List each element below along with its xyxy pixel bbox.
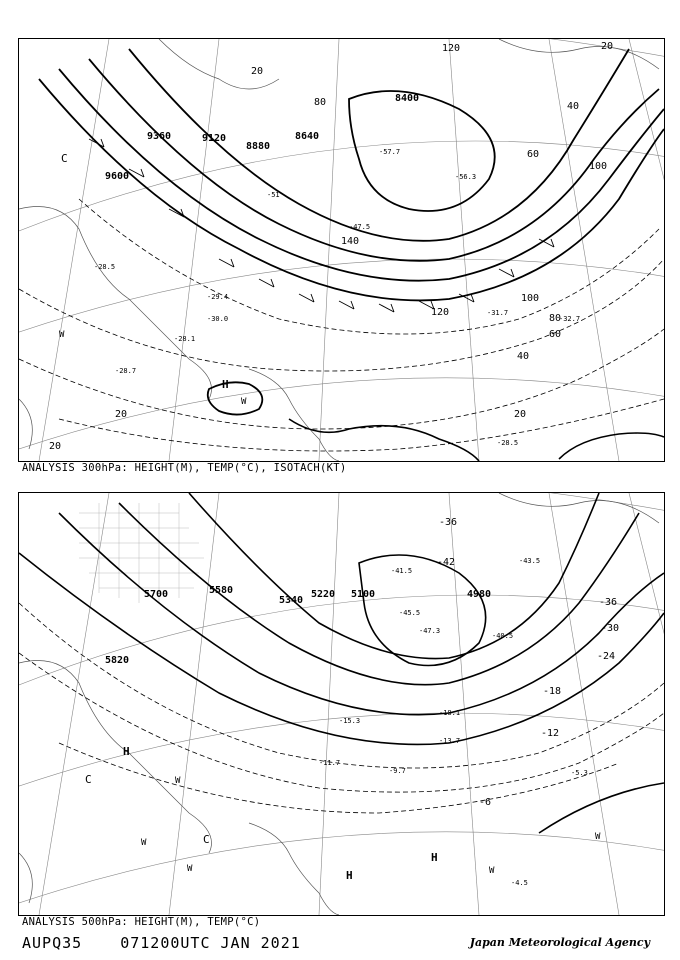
pressure-marks [85,745,601,882]
isotach-label: 40 [517,351,530,362]
high-marker: H [222,378,229,391]
map-panel-500hpa [18,492,665,916]
temp-label: -29.4 [207,293,229,301]
height-label: 9600 [105,171,130,182]
cold-marker: C [203,833,210,846]
temp-label: -43.5 [519,557,541,565]
temp-label: -24 [597,651,616,662]
warm-marker: W [59,330,65,340]
panel-500-caption: ANALYSIS 500hPa: HEIGHT(M), TEMP(°C) [22,916,261,928]
isotach-label: 20 [49,441,62,452]
temp-label: -40.5 [492,632,514,640]
height-label: 5820 [105,655,130,666]
temp-label: -36 [439,517,458,528]
height-label: 4980 [467,589,492,600]
agency-name: Japan Meteorological Agency [469,936,650,949]
temp-label: -4.5 [511,879,528,887]
isotach-label: 60 [549,329,562,340]
chart-datetime: 071200UTC JAN 2021 [120,934,301,952]
temp-label: -28.5 [94,263,116,271]
temp-label: -47.5 [349,223,371,231]
high-marker: H [431,851,438,864]
height-label: 5700 [144,589,169,600]
warm-marker: W [595,832,601,842]
temp-label: -13.7 [439,737,461,745]
temp-labels [94,148,580,447]
warm-marker: W [489,866,495,876]
isotach-label: 80 [549,313,562,324]
cold-marker: C [61,152,68,165]
isotach-label: 100 [589,161,608,172]
temp-label: -56.3 [455,173,477,181]
isotach-label: 60 [527,149,540,160]
map-500hpa-canvas [19,493,664,915]
height-label: 5580 [209,585,234,596]
temp-label: -30.0 [207,315,229,323]
height-labels [105,93,419,182]
high-marker: H [346,869,353,882]
height-label: 5340 [279,595,304,606]
height-label: 9120 [202,133,227,144]
isotach-label: 40 [567,101,580,112]
high-marker: H [123,745,130,758]
small-temp-labels [319,557,588,887]
isotach-label: 120 [442,43,461,54]
temp-label: -15.3 [339,717,361,725]
panel-300-caption: ANALYSIS 300hPa: HEIGHT(M), TEMP(°C), ISOTACH(KT) [22,462,347,474]
temp-label: -28.7 [115,367,137,375]
pressure-marks [59,152,247,407]
height-labels [105,585,491,666]
isotach-label: 80 [314,97,327,108]
temp-label: -28.5 [497,439,519,447]
temp-label: -51 [267,191,280,199]
temp-label: -12 [541,728,560,739]
chart-identifier [22,934,329,952]
temp-label: -18.1 [439,709,461,717]
height-label: 8640 [295,131,320,142]
temp-label: -36 [599,597,618,608]
temp-label: -6 [479,797,492,808]
isotach-label: 20 [601,41,614,52]
temp-label: -41.5 [391,567,413,575]
temp-label: -9.7 [389,767,406,775]
coastlines [19,39,659,461]
height-label: 8400 [395,93,420,104]
map-300hpa-canvas [19,39,664,461]
warm-marker: W [241,397,247,407]
warm-marker: W [175,776,181,786]
temp-label: -5.3 [571,769,588,777]
isotach-label: 20 [251,66,264,77]
isotach-label: 100 [521,293,540,304]
isotach-label: 20 [115,409,128,420]
height-label: 5220 [311,589,336,600]
temp-label: -28.1 [174,335,196,343]
temp-label: -57.7 [379,148,401,156]
temp-label: -30 [601,623,620,634]
map-panel-300hpa [18,38,665,462]
temp-label: -18 [543,686,562,697]
height-label: 9360 [147,131,172,142]
temp-label: -11.7 [319,759,341,767]
warm-marker: W [141,838,147,848]
height-label: 8880 [246,141,271,152]
temp-label: -31.7 [487,309,509,317]
temp-label: -47.3 [419,627,441,635]
temp-label: -32.7 [559,315,581,323]
isotach-label: 20 [514,409,527,420]
height-label: 5100 [351,589,376,600]
temp-label: -42 [437,557,456,568]
isotach-label: 120 [431,307,450,318]
chart-code: AUPQ35 [22,934,83,952]
cold-marker: C [85,773,92,786]
isotach-label: 140 [341,236,360,247]
warm-marker: W [187,864,193,874]
temp-label: -45.5 [399,609,421,617]
